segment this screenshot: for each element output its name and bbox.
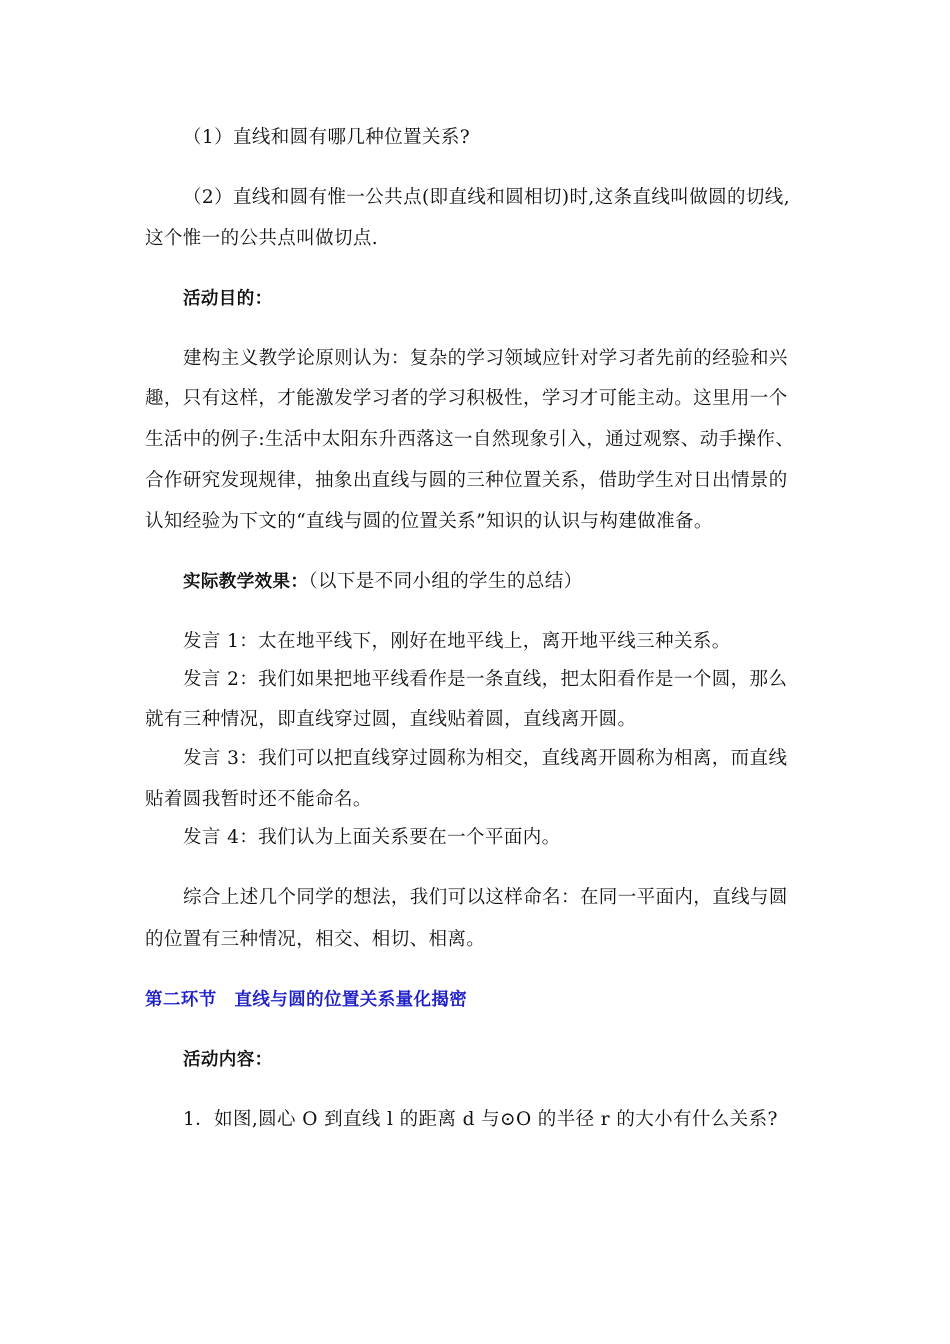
summary-line-2: 的位置有三种情况，相交、相切、相离。: [145, 929, 486, 950]
question-2-line-2: 这个惟一的公共点叫做切点.: [145, 228, 379, 249]
speech-2-line-1: 发言 2：我们如果把地平线看作是一条直线，把太阳看作是一个圆，那么: [183, 669, 788, 690]
speech-3-line-2: 贴着圆我暂时还不能命名。: [145, 789, 372, 810]
speech-4: 发言 4：我们认为上面关系要在一个平面内。: [183, 827, 561, 848]
purpose-line-3: 生活中的例子:生活中太阳东升西落这一自然现象引入，通过观察、动手操作、: [145, 429, 795, 450]
purpose-line-2: 趣，只有这样，才能激发学习者的学习积极性，学习才可能主动。这里用一个: [145, 388, 788, 409]
purpose-line-5: 认知经验为下文的“直线与圆的位置关系”知识的认识与构建做准备。: [145, 511, 713, 532]
question-2-line-1: （2）直线和圆有惟一公共点(即直线和圆相切)时,这条直线叫做圆的切线,: [183, 187, 790, 208]
item-1: 1．如图,圆心 O 到直线 l 的距离 d 与⊙O 的半径 r 的大小有什么关系?: [183, 1109, 778, 1130]
section-2-title: 第二环节 直线与圆的位置关系量化揭密: [145, 990, 468, 1010]
summary-line-1: 综合上述几个同学的想法，我们可以这样命名：在同一平面内，直线与圆: [183, 887, 788, 908]
speech-1: 发言 1：太在地平线下，刚好在地平线上，离开地平线三种关系。: [183, 631, 731, 652]
speech-3-line-1: 发言 3：我们可以把直线穿过圆称为相交，直线离开圆称为相离，而直线: [183, 748, 788, 769]
question-1: （1）直线和圆有哪几种位置关系?: [183, 127, 471, 148]
effect-note: （以下是不同小组的学生的总结）: [308, 571, 583, 592]
purpose-heading: 活动目的：: [183, 289, 273, 309]
purpose-line-4: 合作研究发现规律，抽象出直线与圆的三种位置关系，借助学生对日出情景的: [145, 470, 788, 491]
effect-row: [183, 570, 583, 594]
purpose-line-1: 建构主义教学论原则认为：复杂的学习领域应针对学习者先前的经验和兴: [183, 348, 788, 369]
speech-2-line-2: 就有三种情况，即直线穿过圆，直线贴着圆，直线离开圆。: [145, 709, 637, 730]
content-heading: 活动内容：: [183, 1050, 273, 1070]
effect-heading: 实际教学效果：: [183, 572, 309, 592]
